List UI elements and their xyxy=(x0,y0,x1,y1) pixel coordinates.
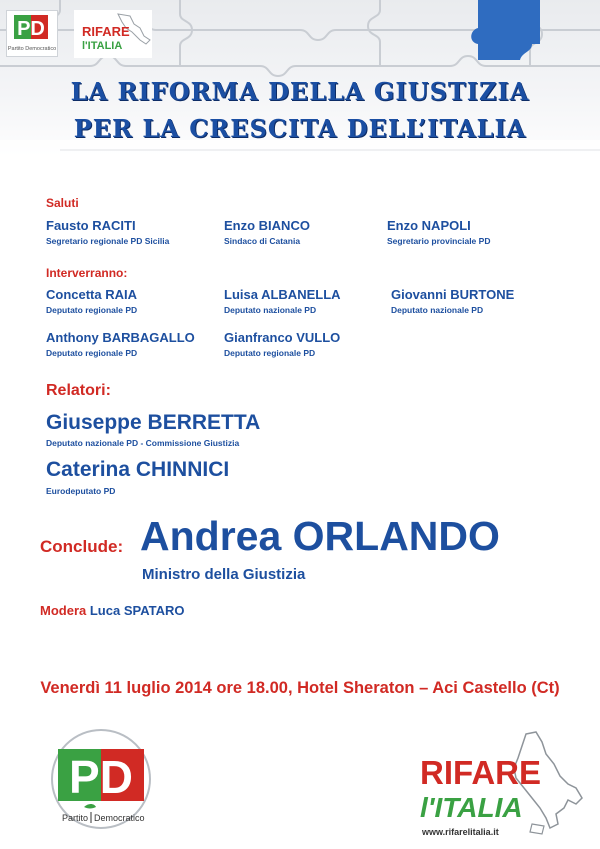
speaker-role: Deputato regionale PD xyxy=(46,305,138,315)
conclude-label: Conclude: xyxy=(40,537,124,556)
conclude-role: Ministro della Giustizia xyxy=(142,566,306,583)
rifare-logo-small xyxy=(74,10,152,58)
pd-logo-caption-left: Partito xyxy=(61,813,88,823)
event-title-line1: LA RIFORMA DELLA GIUSTIZIA xyxy=(70,77,530,106)
speaker-role: Sindaco di Catania xyxy=(224,236,301,246)
rifare-logo-small-line1: RIFARE xyxy=(82,24,130,39)
rifare-logo-small-line2: l'ITALIA xyxy=(82,40,123,52)
rifare-litalia-logo-graphic xyxy=(418,728,588,840)
relatore-role: Deputato nazionale PD - Commissione Giustizia xyxy=(46,438,240,448)
modera-line xyxy=(40,603,184,618)
pd-logo-small-graphic xyxy=(7,11,57,56)
pd-logo-letters: PD xyxy=(69,751,133,803)
relatore-name: Caterina CHINNICI xyxy=(46,458,230,481)
speaker-role: Deputato regionale PD xyxy=(46,348,138,358)
modera-label: Modera xyxy=(40,603,87,618)
speaker-name: Giovanni BURTONE xyxy=(391,287,515,302)
event-date-venue: Venerdì 11 luglio 2014 ore 18.00, Hotel Sheraton – Aci Castello (Ct) xyxy=(40,679,560,697)
relatori-label: Relatori: xyxy=(46,382,111,399)
speaker-role: Deputato regionale PD xyxy=(224,348,316,358)
rifare-litalia-logo xyxy=(418,728,588,845)
rifare-litalia-line2: l'ITALIA xyxy=(420,792,523,823)
header-banner xyxy=(0,0,600,170)
speaker-role: Segretario provinciale PD xyxy=(387,236,491,246)
speaker-name: Luisa ALBANELLA xyxy=(224,287,341,302)
speaker-role: Segretario regionale PD Sicilia xyxy=(46,236,170,246)
interverranno-label: Interverranno: xyxy=(46,266,128,280)
pd-logo xyxy=(44,727,158,836)
saluti-label: Saluti xyxy=(46,196,79,210)
rifare-litalia-line1: RIFARE xyxy=(420,754,542,791)
pd-logo-graphic xyxy=(44,727,158,831)
speaker-name: Enzo NAPOLI xyxy=(387,218,471,233)
pd-logo-caption-right: Democratico xyxy=(94,813,145,823)
pd-logo-small-caption: Partito Democratico xyxy=(7,46,57,52)
pd-logo-small xyxy=(6,10,58,57)
speaker-name: Anthony BARBAGALLO xyxy=(46,330,195,345)
modera-name: Luca SPATARO xyxy=(89,603,185,618)
speaker-name: Fausto RACITI xyxy=(46,218,136,233)
speaker-role: Deputato nazionale PD xyxy=(224,305,317,315)
speaker-name: Concetta RAIA xyxy=(46,287,138,302)
rifare-logo-small-graphic xyxy=(74,10,152,58)
event-title-line2: PER LA CRESCITA DELL’ITALIA xyxy=(73,114,527,143)
relatore-role: Eurodeputato PD xyxy=(46,486,116,496)
speaker-name: Gianfranco VULLO xyxy=(224,330,341,345)
speaker-role: Deputato nazionale PD xyxy=(391,305,484,315)
relatore-name: Giuseppe BERRETTA xyxy=(46,411,261,434)
speaker-name: Enzo BIANCO xyxy=(224,218,310,233)
rifare-litalia-url: www.rifarelitalia.it xyxy=(422,827,499,837)
pd-logo-small-letters: PD xyxy=(17,18,45,40)
conclude-name: Andrea ORLANDO xyxy=(140,513,500,559)
